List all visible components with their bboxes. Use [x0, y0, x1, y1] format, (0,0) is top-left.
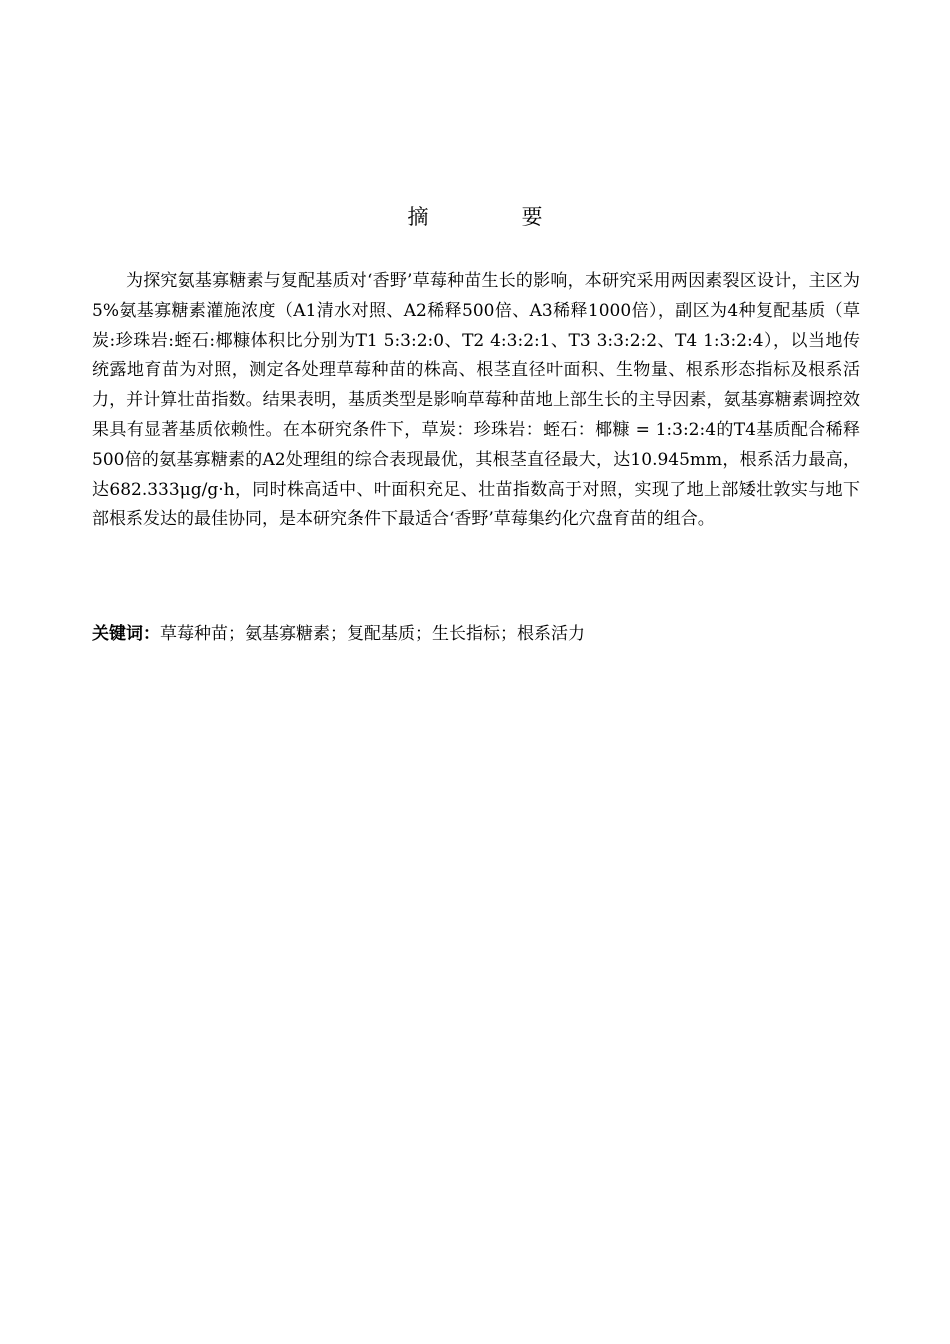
abstract-body: 为探究氨基寡糖素与复配基质对‘香野’草莓种苗生长的影响，本研究采用两因素裂区设计，主区为5%氨基寡糖素灌施浓度（A1清水对照、A2稀释500倍、A3稀释1000倍），副区为4种复配基质（草炭:珍珠岩:蛭石:椰糠体积比分别为T1 5:3:2:0、T2 4:3:2:1、T3 3:3:2:2、T4 1:3:2:4），以当地传统露地育苗为对照，测定各处理草莓种苗的株高、根茎直径叶面积、生物量、根系形态指标及根系活力，并计算壮苗指数。结果表明，基质类型是影响草莓种苗地上部生长的主导因素，氨基寡糖素调控效果具有显著基质依赖性。在本研究条件下，草炭：珍珠岩：蛭石：椰糠 = 1:3:2:4的T4基质配合稀释500倍的氨基寡糖素的A2处理组的综合表现最优，其根茎直径最大，达10.945mm，根系活力最高，达682.333μg/g·h，同时株高适中、叶面积充足、壮苗指数高于对照，实现了地上部矮壮敦实与地下部根系发达的最佳协同，是本研究条件下最适合‘香野’草莓集约化穴盘育苗的组合。 — [92, 271, 860, 530]
keywords-label: 关键词： — [92, 624, 160, 644]
keywords-text: 草莓种苗；氨基寡糖素；复配基质；生长指标；根系活力 — [160, 624, 585, 644]
keywords-line — [92, 620, 860, 648]
abstract-heading: 摘 要 — [407, 205, 579, 229]
